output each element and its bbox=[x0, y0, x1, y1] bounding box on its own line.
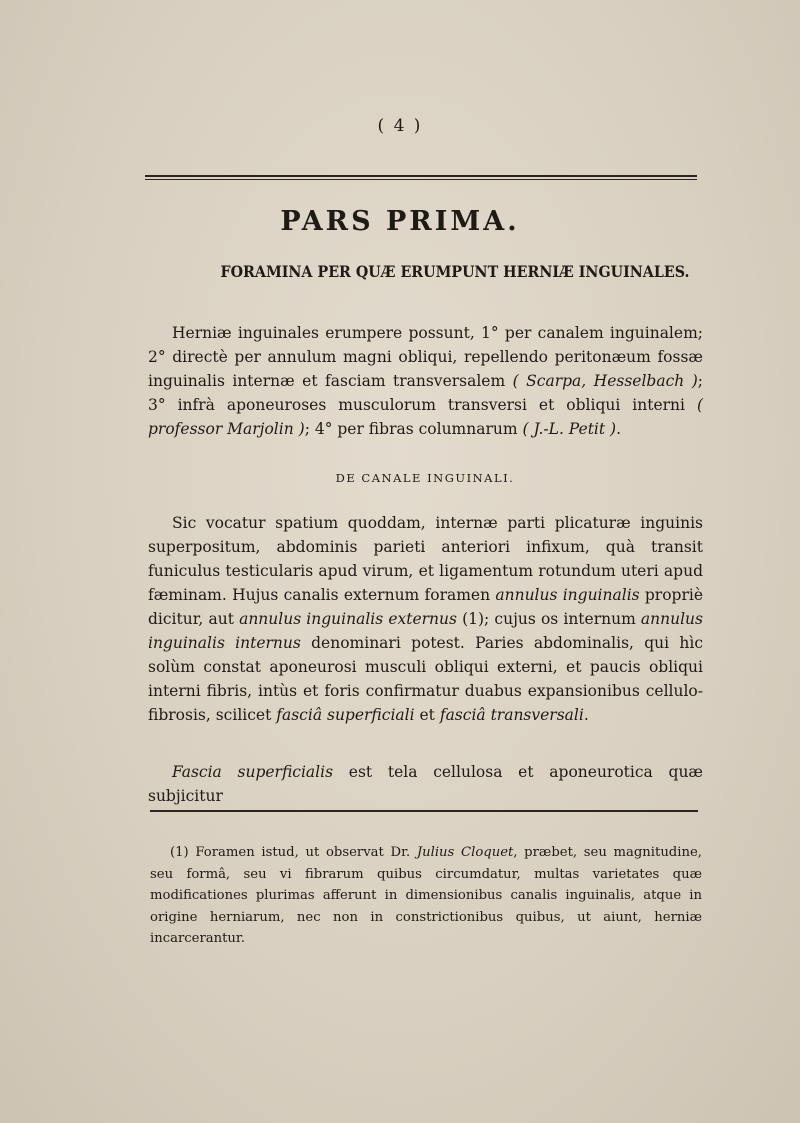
text-run: . bbox=[616, 420, 622, 438]
citation: ( professor Marjolin ) bbox=[148, 396, 703, 438]
part-title: PARS PRIMA. bbox=[280, 206, 520, 237]
footnote-rule bbox=[150, 810, 698, 812]
text-run: , præbet, seu magnitudine, seu formâ, seu vi fibrarum quibus circumdatur, multas varietates quæ modificationes plurimas afferunt in dimensionibus canalis inguinalis, atque in origine herniarum, nec non in constrictionibus quibus, ut aiunt, herniæ incarcerantur. bbox=[150, 845, 702, 946]
body-paragraph bbox=[148, 511, 703, 727]
text-run: Sic vocatur spatium quoddam, internæ parti plicaturæ inguinis superpositum, abdominis parieti anteriori infixum, quà transit funiculus testicularis apud virum, et ligamentum rotundum uteri apud fæminam. Hujus canalis externum foramen bbox=[148, 514, 703, 604]
italic-name: Julius Cloquet bbox=[416, 845, 514, 860]
header-rule bbox=[145, 175, 697, 177]
italic-term: fasciâ transversali bbox=[439, 706, 584, 724]
text-run: ; 4° per fibras columnarum bbox=[304, 420, 523, 438]
body-paragraph-continued bbox=[148, 760, 703, 808]
text-run: propriè dicitur, aut bbox=[148, 586, 703, 628]
italic-term: fasciâ superficiali bbox=[276, 706, 415, 724]
text-run: et bbox=[414, 706, 440, 724]
text-run: (1); cujus os internum bbox=[456, 610, 641, 628]
italic-term: annulus inguinalis bbox=[495, 586, 640, 604]
italic-term: Fascia superficialis bbox=[172, 763, 334, 781]
text-run: denominari potest. Paries abdominalis, qui hìc solùm constat aponeurosi musculi obliqui externi, et paucis obliqui interni fibris, intùs et foris confirmatur duabus expansionibus cellulo-fibrosis, scilicet bbox=[148, 634, 704, 724]
subtitle: FORAMINA PER QUÆ ERUMPUNT HERNIÆ INGUINALES. bbox=[220, 262, 690, 281]
citation: ( Scarpa, Hesselbach ) bbox=[512, 372, 698, 390]
italic-term: annulus inguinalis externus bbox=[239, 610, 457, 628]
text-run: Herniæ inguinales erumpere possunt, 1° per canalem inguinalem; 2° directè per annulum magni obliqui, repellendo peritonæum fossæ inguinalis internæ et fasciam transversalem bbox=[148, 324, 703, 390]
footnote bbox=[150, 842, 702, 950]
text-run: ; 3° infrà aponeuroses musculorum transversi et obliqui interni bbox=[148, 372, 703, 414]
page-number: ( 4 ) bbox=[377, 116, 423, 136]
text-run: . bbox=[583, 706, 589, 724]
intro-paragraph bbox=[148, 321, 703, 441]
section-heading: DE CANALE INGUINALI. bbox=[335, 471, 515, 485]
text-run: (1) Foramen istud, ut observat Dr. bbox=[170, 845, 417, 860]
text-run: est tela cellulosa et aponeurotica quæ subjicitur bbox=[148, 763, 703, 805]
citation: ( J.-L. Petit ) bbox=[522, 420, 617, 438]
italic-term: annulus inguinalis internus bbox=[148, 610, 703, 652]
